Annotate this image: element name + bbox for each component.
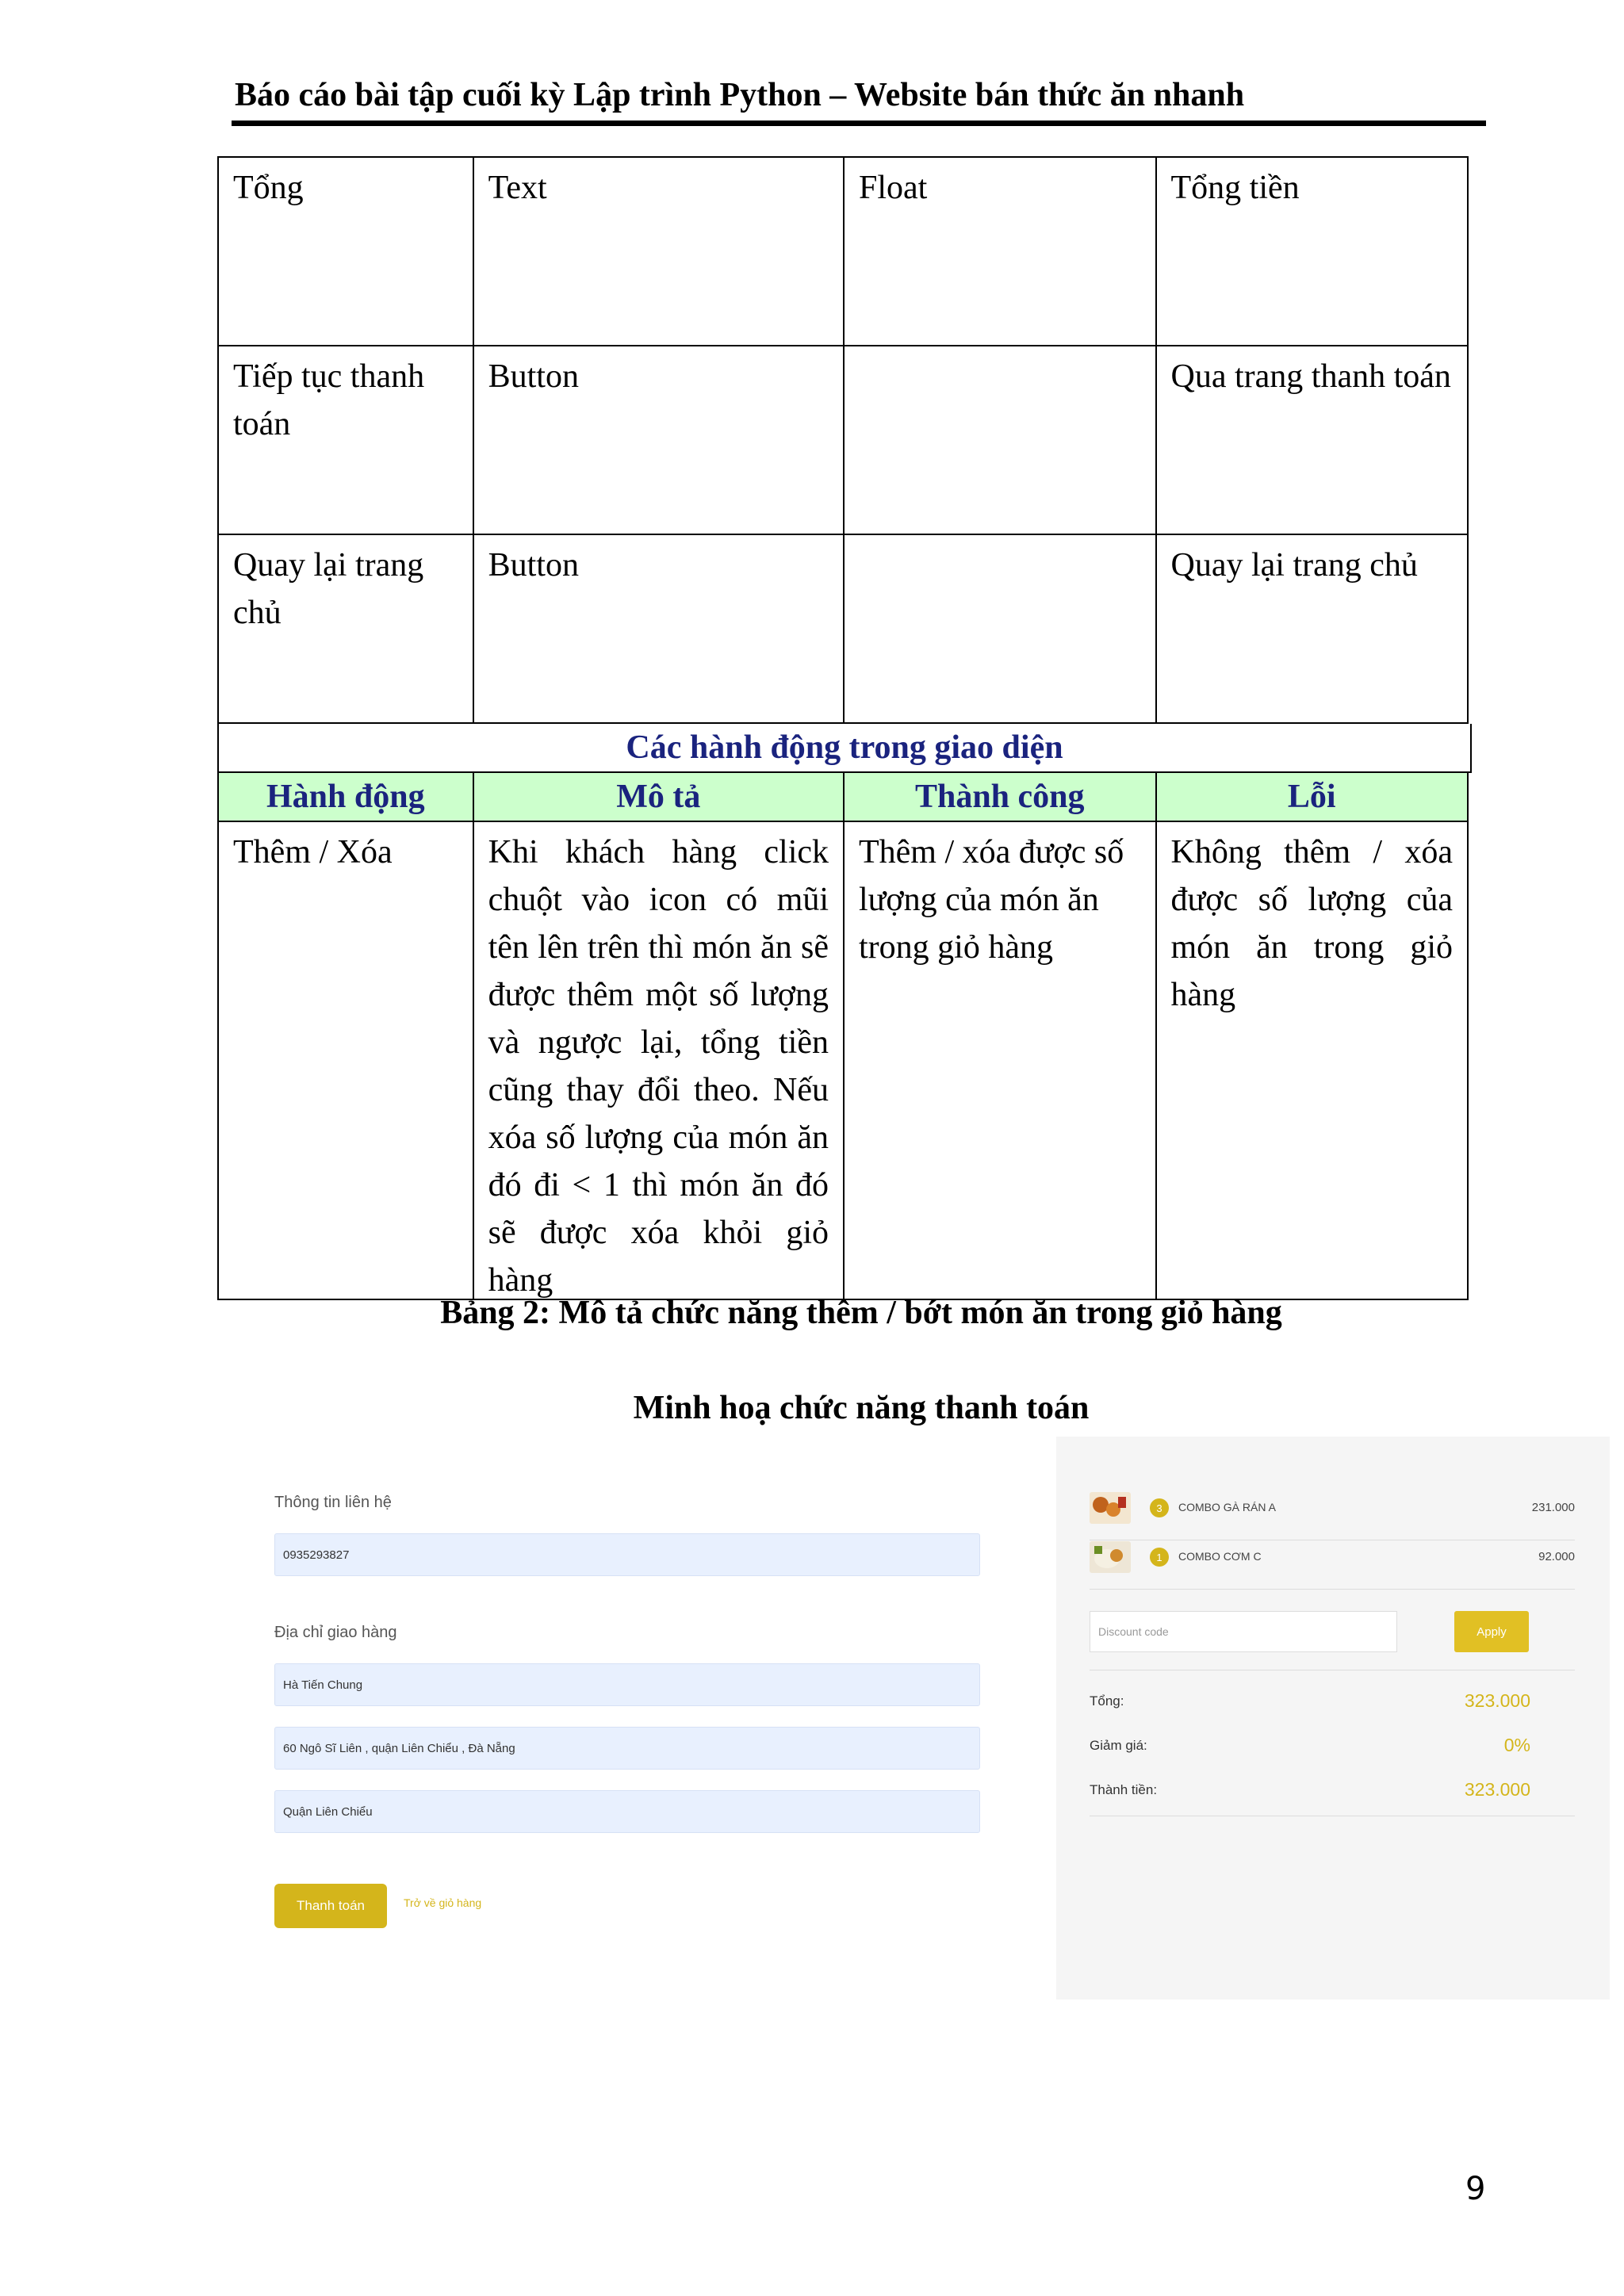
food-thumbnail-icon [1090, 1541, 1131, 1573]
contact-label: Thông tin liên hệ [274, 1494, 392, 1511]
address-field[interactable]: 60 Ngô Sĩ Liên , quận Liên Chiểu , Đà Nẵng [274, 1727, 980, 1770]
table-cell [845, 535, 1157, 724]
figure-title: Minh hoạ chức năng thanh toán [633, 1390, 1090, 1426]
running-header: Báo cáo bài tập cuối kỳ Lập trình Python – Website bán thức ăn nhanh [235, 77, 1245, 113]
section-title-row: Các hành động trong giao diện [217, 724, 1472, 773]
table-row [217, 535, 1469, 724]
table-cell: Button [474, 346, 845, 535]
header-cell: Mô tả [474, 773, 845, 822]
action-header-row [217, 773, 1469, 822]
discount-value: 0% [1503, 1735, 1530, 1755]
table-cell: Tổng [219, 158, 474, 346]
phone-field[interactable]: 0935293827 [274, 1533, 980, 1576]
table-cell: Qua trang thanh toán [1157, 346, 1469, 535]
header-cell: Lỗi [1157, 773, 1469, 822]
action-row [217, 822, 1469, 1300]
name-field[interactable]: Hà Tiến Chung [274, 1663, 980, 1706]
item-name: COMBO CƠM C [1178, 1550, 1262, 1563]
quantity-badge: 3 [1150, 1498, 1169, 1517]
final-total-value: 323.000 [1464, 1779, 1530, 1800]
table-cell: Quay lại trang chủ [219, 535, 474, 724]
table-cell: Tiếp tục thanh toán [219, 346, 474, 535]
header-cell: Thành công [845, 773, 1157, 822]
table-cell: Text [474, 158, 845, 346]
back-to-cart-link[interactable]: Trở về giỏ hàng [404, 1896, 482, 1909]
district-field[interactable]: Quận Liên Chiểu [274, 1790, 980, 1833]
table-cell: Tổng tiền [1157, 158, 1469, 346]
item-name: COMBO GÀ RÁN A [1178, 1501, 1276, 1513]
item-price: 231.000 [1531, 1501, 1575, 1514]
discount-label: Giảm giá: [1090, 1738, 1147, 1753]
table-cell [845, 346, 1157, 535]
total-value: 323.000 [1464, 1690, 1530, 1711]
total-label: Tổng: [1090, 1693, 1124, 1709]
table-cell: Button [474, 535, 845, 724]
table-cell: Thêm / xóa được số lượng của món ăn trong giỏ hàng [845, 822, 1157, 1300]
table-cell: Float [845, 158, 1157, 346]
table-cell: Quay lại trang chủ [1157, 535, 1469, 724]
header-cell: Hành động [219, 773, 474, 822]
order-item [1090, 1489, 1575, 1533]
feature-table [217, 156, 1469, 1300]
order-item [1090, 1538, 1575, 1582]
apply-button[interactable]: Apply [1454, 1611, 1529, 1652]
pay-button[interactable]: Thanh toán [274, 1884, 387, 1928]
page-number: 9 [1465, 2171, 1486, 2207]
table-cell: Thêm / Xóa [219, 822, 474, 1300]
item-price: 92.000 [1538, 1550, 1575, 1563]
final-total-label: Thành tiền: [1090, 1782, 1158, 1797]
table-caption: Bảng 2: Mô tả chức năng thêm / bớt món ăn trong giỏ hàng [440, 1295, 1282, 1331]
table-row [217, 346, 1469, 535]
table-cell: Không thêm / xóa được số lượng của món ăn trong giỏ hàng [1157, 822, 1469, 1300]
header-rule [232, 121, 1486, 126]
table-row [217, 156, 1469, 346]
divider [1090, 1589, 1575, 1590]
discount-code-input[interactable]: Discount code [1090, 1611, 1397, 1652]
quantity-badge: 1 [1150, 1548, 1169, 1567]
address-label: Địa chỉ giao hàng [274, 1624, 397, 1641]
food-thumbnail-icon [1090, 1492, 1131, 1524]
table-cell: Khi khách hàng click chuột vào icon có mũi tên lên trên thì món ăn sẽ được thêm một số lượng và ngược lại, tổng tiền cũng thay đổi theo. Nếu xóa số lượng của món ăn đó đi < 1 thì món ăn đó sẽ được xóa khỏi giỏ hàng [474, 822, 845, 1300]
